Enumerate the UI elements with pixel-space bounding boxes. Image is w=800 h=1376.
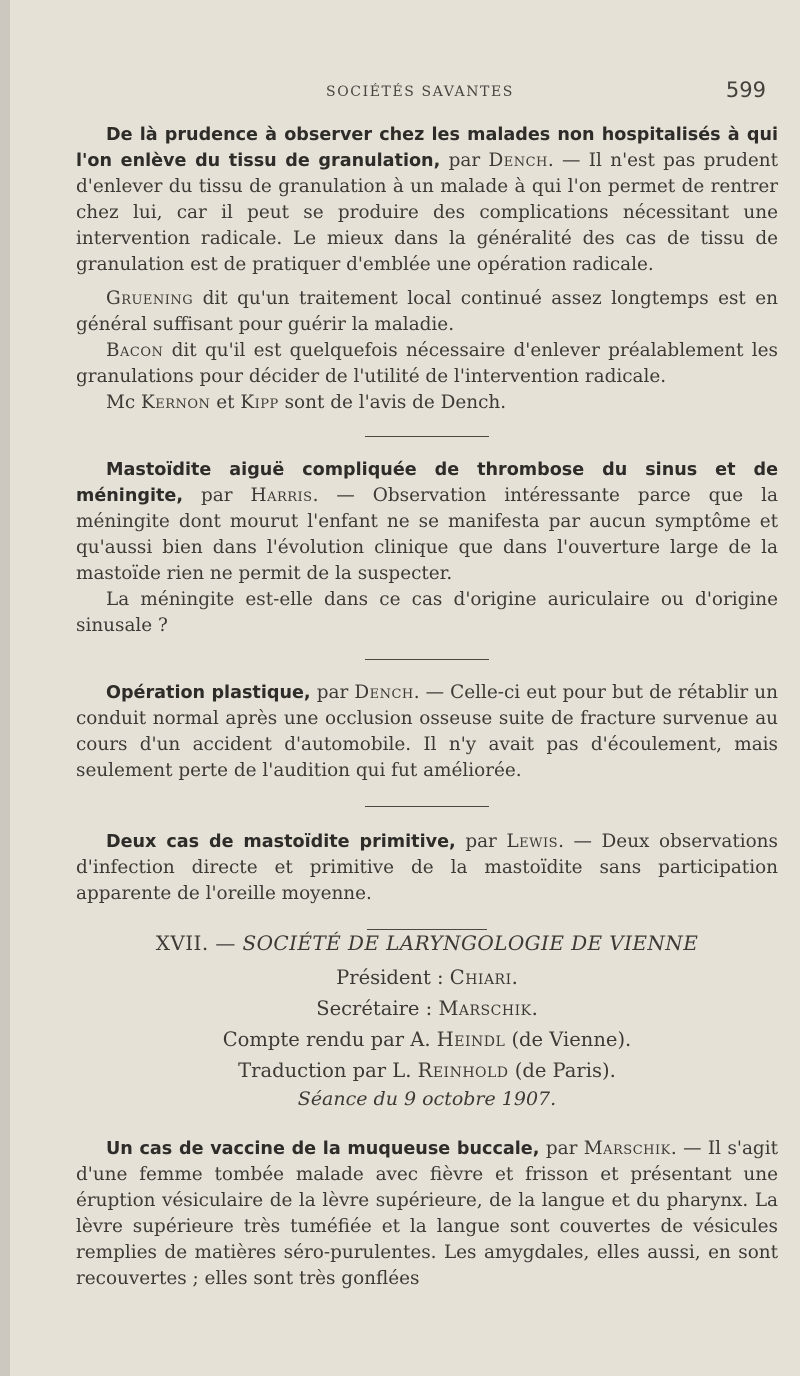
heading-mastoidite-aigue: Mastoïdite aiguë compliquée de thrombose du sinus et de méningite, [76,460,778,506]
translation-line [76,1055,778,1086]
separator-rule [365,659,489,660]
page-content [76,122,778,1292]
paragraph-text: . — Celle-ci eut pour but de rétablir un conduit normal après une occlusion osseuse suite de fracture survenue au cours d'un accident d'automobile. Il n'y avait pas d'écoulement, mais seulement perte de l'audition qui fut améliorée. [76,682,778,781]
paragraph-meningite: La méningite est-elle dans ce cas d'origine auriculaire ou d'origine sinusale ? [76,589,778,636]
seance-date: Séance du 9 octobre 1907. [297,1088,557,1110]
by-word: par [201,485,233,506]
separator-rule [365,436,489,437]
paragraph-text: . — Il s'agit d'une femme tombée malade avec fièvre et frisson et présentant une éruption vésiculaire de la lèvre supérieure, de la langue et du pharynx. La lèvre supérieure très tuméfiée et la langue sont couvertes de vésicules remplies de matières séro-purulentes. Les amygdales, elles aussi, en sont recouvertes ; elles sont très gonflées [76,1138,778,1289]
separator-rule [365,806,489,807]
page-number: 599 [725,78,766,102]
author-kernon: Kernon [140,392,211,413]
author-harris: Harris [250,485,313,506]
paragraph-bacon [76,338,778,390]
translation-place: (de Paris). [508,1059,616,1082]
heading-operation-plastique: Opération plastique, [106,683,311,703]
paragraph-text: dit qu'il est quelquefois nécessaire d'enlever préalablement les granulations pour décider de l'utilité de l'intervention radicale. [76,340,778,387]
running-head: SOCIÉTÉS SAVANTES [326,84,515,100]
paragraph-text: sont de l'avis de Dench. [278,392,507,413]
secretary-line: Secrétaire : Marschik. [316,997,538,1020]
author-marschik: Marschik [583,1138,671,1159]
paragraph-text: . — Il n'est pas prudent d'enlever du tissu de granulation à un malade à qui l'on permet de rentrer chez lui, car il peut se produire des complications nécessitant une intervention radicale. Le mieux dans la généralité des cas de tissu de granulation est de pratiquer d'emblée une opération radicale. [76,150,778,275]
paragraph-vaccine [76,1136,778,1292]
paragraph-text: . — Deux observations d'infection directe et primitive de la mastoïdite sans participation apparente de l'oreille moyenne. [76,831,778,904]
author-dench: Dench [354,682,414,703]
by-word: par [545,1138,578,1159]
heading-deux-cas: Deux cas de mastoïdite primitive, [106,832,456,852]
author-bacon: Bacon [106,340,164,361]
section-name: SOCIÉTÉ DE LARYNGOLOGIE DE VIENNE [242,931,699,955]
president-name: Chiari [449,966,512,989]
paragraph-mastoidite-aigue [76,457,778,587]
paragraph-kernon-kipp [76,390,778,416]
page-header [10,78,790,108]
report-name: Heindl [436,1028,506,1051]
prefix: Mc [106,392,141,413]
by-word: par [465,831,497,852]
by-word: par [448,150,481,171]
translation-label: Traduction par L. [238,1059,418,1082]
conjunction: et [210,392,241,413]
heading-vaccine: Un cas de vaccine de la muqueuse buccale, [106,1139,540,1159]
heading-prudence: De là prudence à observer chez les malades non hospitalisés à qui l'on enlève du tissu de granulation, [76,125,778,171]
section-title [76,930,778,956]
secretary-name: Marschik [438,997,532,1020]
author-gruening: Gruening [106,288,194,309]
report-place: (de Vienne). [505,1028,632,1051]
paragraph-deux-cas [76,829,778,907]
report-label: Compte rendu par A. [222,1028,437,1051]
report-line [76,1024,778,1055]
book-page [10,0,800,1376]
translation-name: Reinhold [417,1059,509,1082]
paragraph-text: . — Observation intéressante parce que la méningite dont mourut l'enfant ne se manifesta par aucun symptôme et qu'aussi bien dans l'évolution clinique que dans l'ouverture large de la mastoïde rien ne permit de la suspecter. [76,485,778,584]
president-line: Président : Chiari. [336,966,518,989]
author-kipp: Kipp [240,392,279,413]
by-word: par [316,682,349,703]
author-dench: Dench [488,150,548,171]
paragraph-text: dit qu'un traitement local continué assez longtemps est en général suffisant pour guérir la maladie. [76,288,778,335]
section-number: XVII. — [155,931,243,955]
paragraph-operation-plastique [76,680,778,784]
paragraph-prudence [76,122,778,278]
president-label: Président : [336,966,450,989]
secretary-label: Secrétaire : [316,997,439,1020]
author-lewis: Lewis [506,831,559,852]
paragraph-gruening [76,286,778,338]
